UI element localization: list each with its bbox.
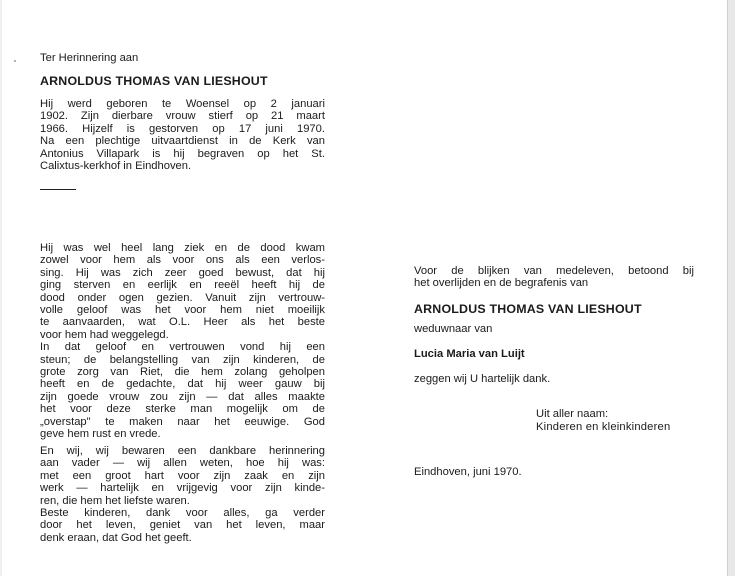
biography-block [40,98,325,172]
bio-line: Calixtus-kerkhof in Eindhoven. [40,160,192,173]
widower-text: weduwnaar van [414,323,493,335]
tribute-paragraph-1 [40,242,325,441]
intro-text: Ter Herinnering aan [40,52,139,64]
paragraph-line: „overstap" te maken naar het eeuwige. God [40,415,325,428]
section-divider [40,189,76,190]
place-date: Eindhoven, juni 1970. [414,466,522,478]
thanks-intro [414,265,694,290]
paragraph-line: heeft en de gedachte, dat hij weer gauw bij [40,378,325,391]
paragraph-line: het voor deze sterke man mogelijk om de [40,403,325,416]
signoff-line-2: Kinderen en kleinkinderen [536,421,671,433]
deceased-name: ARNOLDUS THOMAS VAN LIESHOUT [40,74,268,88]
bio-line: Na een plechtige uitvaartdienst in de Kerk van [40,135,325,148]
paragraph-line: ren, die hem het liefste waren. [40,494,190,507]
paragraph-line: werk — hartelijk en vrijgevig voor zijn kinde- [40,482,325,495]
paragraph-line: steun; de belangstelling van zijn kinderen, de [40,353,325,366]
page-edge [727,0,735,576]
thanks-text: zeggen wij U hartelijk dank. [414,373,551,385]
bio-line: Antonius Villapark is hij begraven op het St. [40,147,325,160]
paragraph-line: zijn goede vrouw zou zijn — dat alles maakte [40,390,325,403]
paragraph-line: door het leven, geniet van het leven, maar [40,519,325,532]
paragraph-line: dood onder ogen gezien. Vanuit zijn vertrouw- [40,291,325,304]
tribute-paragraph-2 [40,445,325,544]
paragraph-line: denk eraan, dat God het geeft. [40,531,192,544]
bio-line: 1902. Zijn dierbare vrouw stierf op 21 maart [40,110,325,123]
paragraph-line: grote zorg van Riet, die hem zolang geholpen [40,366,325,379]
paragraph-line: Hij was wel heel lang ziek en de dood kwam [40,242,325,254]
thanks-line: Voor de blijken van medeleven, betoond bij [414,265,694,277]
paragraph-line: In dat geloof en vertrouwen vond hij een [40,341,325,354]
paragraph-line: ging sterven en eerlijk en reeël heeft hij de [40,279,325,292]
deceased-name-right: ARNOLDUS THOMAS VAN LIESHOUT [414,302,642,316]
paragraph-line: voor hem had weggelegd. [40,328,169,341]
card-left-edge [0,0,2,576]
bio-line: 1966. Hijzelf is gestorven op 17 juni 1970. [40,122,325,135]
margin-speck [14,60,16,62]
wife-name: Lucia Maria van Luijt [414,348,525,360]
bio-line: Hij werd geboren te Woensel op 2 januari [40,98,325,110]
thanks-line: het overlijden en de begrafenis van [414,277,589,290]
paragraph-line: te aanvaarden, wat O.L. Heer als het beste [40,316,325,329]
paragraph-line: geve hem rust en vrede. [40,428,161,441]
paragraph-line: Beste kinderen, dank voor alles, ga verder [40,507,325,520]
paragraph-line: volle geloof was het voor hem niet moeilijk [40,304,325,317]
paragraph-line: zowel voor hem als voor ons als een verlos- [40,254,325,267]
paragraph-line: En wij, wij bewaren een dankbare herinnering [40,445,325,457]
signoff-line-1: Uit aller naam: [536,408,609,420]
paragraph-line: met een groot hart voor zijn zaak en zijn [40,469,325,482]
paragraph-line: sing. Hij was zich zeer goed bewust, dat hij [40,266,325,279]
paragraph-line: aan vader — wij allen weten, hoe hij was: [40,457,325,470]
